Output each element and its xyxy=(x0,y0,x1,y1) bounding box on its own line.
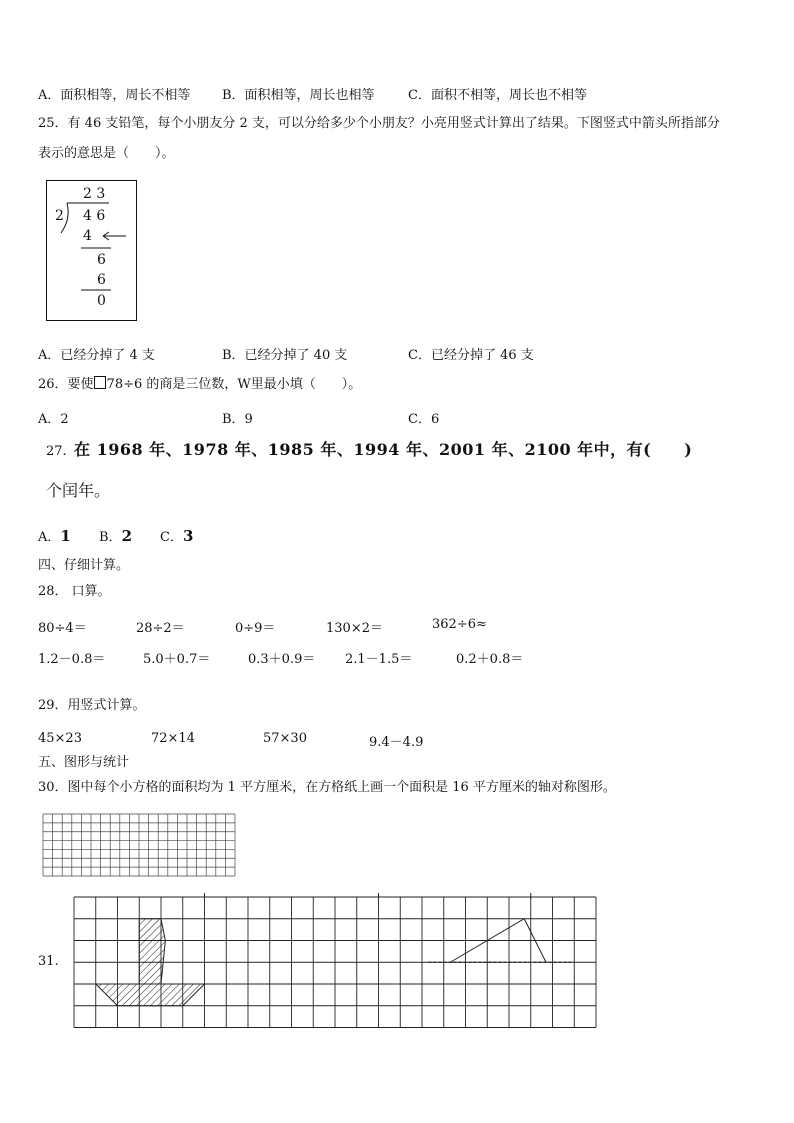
q27-question-line2: 个闰年。 xyxy=(46,481,111,500)
division-step-2: 6 xyxy=(97,252,106,268)
q28-item: 130×2＝ xyxy=(326,621,383,636)
q26-option-b: B．9 xyxy=(222,412,253,427)
q25-option-a: A．已经分掉了 4 支 xyxy=(38,348,155,363)
blank-box-icon xyxy=(94,376,106,389)
q27-number: 27. xyxy=(46,444,67,459)
q27-option-a-value: 1 xyxy=(60,527,71,545)
section-5-heading: 五、图形与统计 xyxy=(38,755,130,770)
q30-question: 30．图中每个小方格的面积均为 1 平方厘米，在方格纸上画一个面积是 16 平方厘米的轴对称图形。 xyxy=(38,780,616,795)
q29-item: 72×14 xyxy=(151,731,195,746)
divisor: 2 xyxy=(55,208,64,224)
q24-option-a: A．面积相等，周长不相等 xyxy=(38,88,191,103)
q26-prefix: 26．要使 xyxy=(38,377,94,392)
division-step-3: 6 xyxy=(97,272,106,288)
quotient: 2 3 xyxy=(83,186,106,202)
q24-option-b: B．面积相等，周长也相等 xyxy=(222,88,375,103)
q25-question-line1: 25．有 46 支铅笔，每个小朋友分 2 支，可以分给多少个小朋友？小亮用竖式计算出了结果。下图竖式中箭头所指部分 xyxy=(38,116,720,131)
q26-option-c: C．6 xyxy=(408,412,440,427)
q31-number: 31. xyxy=(38,954,59,969)
q26-option-a: A．2 xyxy=(38,412,69,427)
q27-option-b-letter: B． xyxy=(99,530,122,545)
q29-item: 45×23 xyxy=(38,731,82,746)
division-step-1: 4 xyxy=(83,228,92,244)
q27-option-a xyxy=(38,526,71,545)
q27-option-c xyxy=(160,526,193,545)
q28-item: 362÷6≈ xyxy=(432,617,487,632)
section-4-heading: 四、仔细计算。 xyxy=(38,558,130,573)
q25-option-b: B．已经分掉了 40 支 xyxy=(222,348,348,363)
q29-item: 57×30 xyxy=(263,731,307,746)
q28-item: 1.2－0.8＝ xyxy=(38,652,106,667)
q28-item: 0÷9＝ xyxy=(235,621,276,636)
q31-grid xyxy=(72,893,592,1027)
q28-item: 0.2＋0.8＝ xyxy=(456,652,524,667)
q28-item: 0.3＋0.9＝ xyxy=(248,652,316,667)
q26-suffix: 78÷6 的商是三位数，W里最小填（ ）。 xyxy=(106,377,362,392)
q27-option-b-value: 2 xyxy=(121,527,132,545)
q27-option-c-letter: C． xyxy=(160,530,183,545)
q28-item: 80÷4＝ xyxy=(38,621,87,636)
q29-title: 29．用竖式计算。 xyxy=(38,698,146,713)
division-figure xyxy=(46,180,137,321)
q27-question-line1: 在 1968 年、1978 年、1985 年、1994 年、2001 年、2100 年中，有( ) xyxy=(74,440,693,459)
q27-option-a-letter: A． xyxy=(38,530,61,545)
q27-option-c-value: 3 xyxy=(182,527,194,545)
q28-item: 28÷2＝ xyxy=(136,621,185,636)
q28-item: 2.1－1.5＝ xyxy=(345,652,413,667)
q25-question-line2: 表示的意思是（ ）。 xyxy=(38,146,175,161)
q27-option-b xyxy=(99,526,132,545)
q29-item: 9.4－4.9 xyxy=(369,735,424,750)
q28-title: 28． 口算。 xyxy=(38,584,111,599)
q24-option-c: C．面积不相等，周长也不相等 xyxy=(408,88,587,103)
q26-question xyxy=(38,376,361,391)
remainder: 0 xyxy=(97,293,106,309)
q28-item: 5.0＋0.7＝ xyxy=(143,652,211,667)
q25-option-c: C．已经分掉了 46 支 xyxy=(408,348,534,363)
dividend: 4 6 xyxy=(83,208,106,224)
q30-grid-paper xyxy=(43,814,235,876)
